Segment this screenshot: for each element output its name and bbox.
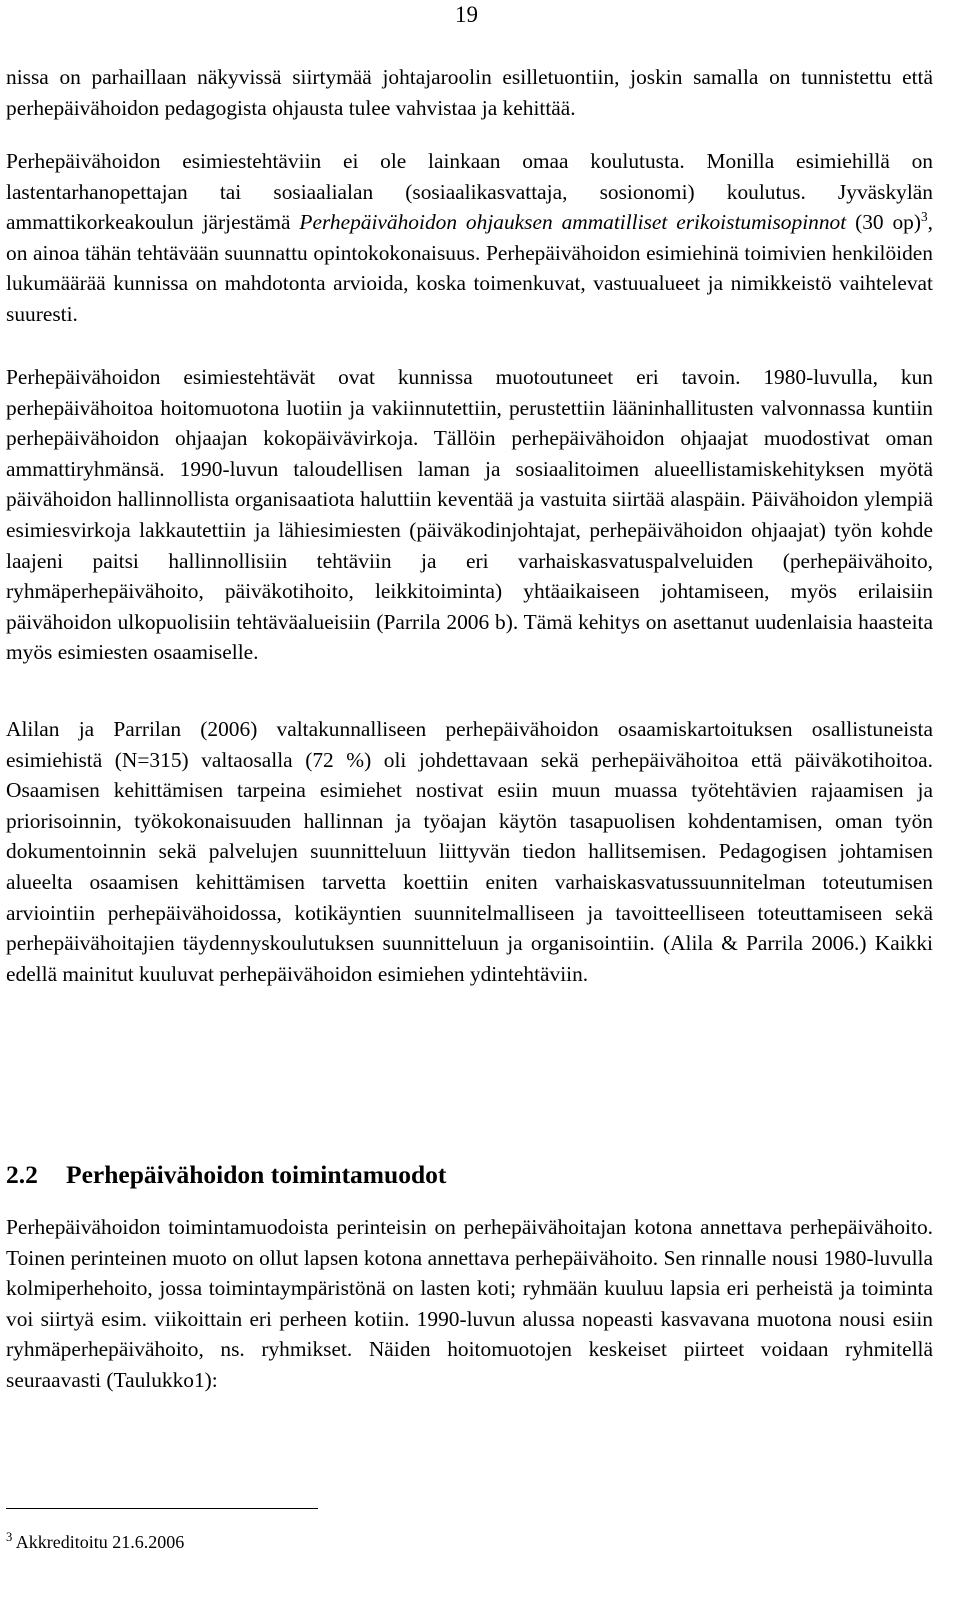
footnote-marker: 3 — [6, 1530, 13, 1544]
section-number: 2.2 — [6, 1160, 38, 1189]
footnote-reference: 3 — [921, 209, 928, 225]
paragraph-2-text-c: , on ainoa tähän tehtävään suunnattu opintokokonaisuus. Perhepäivähoidon esimiehinä toimivien henkilöiden lukumäärää kunnissa on mahdotonta arvioida, koska toimenkuvat, vastuualueet ja nimikkeistö vaihtelevat suuresti. — [6, 210, 933, 326]
section-title: Perhepäivähoidon toimintamuodot — [66, 1160, 447, 1189]
paragraph-2-text-b: (30 op) — [846, 210, 921, 235]
paragraph-2-text-a: Perhepäivähoidon esimiestehtäviin ei ole lainkaan omaa koulutusta. Monilla esimiehillä on lastentarhanopettajan tai sosiaalialan (sosiaalikasvattaja, sosionomi) koulutus. Jyväskylän ammattikorkeakoulun järjestämä — [6, 149, 933, 235]
paragraph-4: Alilan ja Parrilan (2006) valtakunnalliseen perhepäivähoidon osaamiskartoituksen osallistuneista esimiehistä (N=315) valtaosalla (72 %) oli johdettavaan sekä perhepäivähoitoa että päiväkotihoitoa. Osaamisen kehittämisen tarpeina esimiehet nostivat esiin muun muassa työtehtävien rajaamisen ja priorisoinnin, työkokonaisuuden hallinnan ja työajan käytön tasapuolisen kohdentamisen, oman työn dokumentoinnin sekä palvelujen suunnitteluun liittyvän tiedon hallitsemisen. Pedagogisen johtamisen alueelta osaamisen kehittämisen tarvetta koettiin eniten varhaiskasvatussuunnitelman toteutumisen arviointiin perhepäivähoidossa, kotikäyntien suunnitelmalliseen ja tavoitteelliseen toteuttamiseen sekä perhepäivähoitajien täydennyskoulutuksen suunnitteluun ja organisointiin. (Alila & Parrila 2006.) Kaikki edellä mainitut kuuluvat perhepäivähoidon esimiehen ydintehtäviin. — [6, 717, 933, 986]
footnote — [6, 1530, 184, 1554]
paragraph-5: Perhepäivähoidon toimintamuodoista perinteisin on perhepäivähoitajan kotona annettava perhepäivähoito. Toinen perinteinen muoto on ollut lapsen kotona annettava perhepäivähoito. Sen rinnalle nousi 1980-luvulla kolmiperhehoito, jossa toimintaympäristönä on lasten koti; ryhmään kuuluu lapsia eri perheistä ja toiminta voi siirtyä esim. viikoittain eri perheen kotiin. 1990-luvun alussa nopeasti kasvavana muotona nousi esiin ryhmäperhepäivähoito, ns. ryhmikset. Näiden hoitomuotojen keskeiset piirteet voidaan ryhmitellä seuraavasti (Taulukko1): — [6, 1215, 933, 1392]
footnote-separator — [6, 1508, 318, 1509]
paragraph-1: nissa on parhaillaan näkyvissä siirtymää johtajaroolin esilletuontiin, joskin samalla on tunnistettu että perhepäivähoidon pedagogista ohjausta tulee vahvistaa ja kehittää. — [6, 65, 933, 120]
paragraph-2 — [6, 146, 933, 330]
footnote-text: Akkreditoitu 21.6.2006 — [12, 1532, 185, 1552]
page-number: 19 — [455, 2, 478, 27]
paragraph-3: Perhepäivähoidon esimiestehtävät ovat kunnissa muotoutuneet eri tavoin. 1980-luvulla, kun perhepäivähoitoa hoitomuotona luotiin ja vakiinnutettiin, perustettiin lääninhallitusten valvonnassa kuntiin perhepäivähoidon ohjaajan kokopäivävirkoja. Tällöin perhepäivähoidon ohjaajat muodostivat oman ammattiryhmänsä. 1990-luvun taloudellisen laman ja sosiaalitoimen alueellistamiskehityksen myötä päivähoidon hallinnollista organisaatiota haluttiin keventää ja vastuita siirtää alaspäin. Päivähoidon ylempiä esimiesvirkoja lakkautettiin ja lähiesimiesten (päiväkodinjohtajat, perhepäivähoidon ohjaajat) työn kohde laajeni paitsi hallinnollisiin tehtäviin ja eri varhaiskasvatuspalveluiden (perhepäivähoito, ryhmäperhepäivähoito, päiväkotihoito, leikkitoiminta) yhtäaikaiseen johtamiseen, myös erilaisiin päivähoidon ulkopuolisiin tehtäväalueisiin (Parrila 2006 b). Tämä kehitys on asettanut uudenlaisia haasteita myös esimiesten osaamiselle. — [6, 365, 933, 665]
paragraph-2-italic-title: Perhepäivähoidon ohjauksen ammatilliset erikoistumisopinnot — [299, 210, 847, 235]
section-heading — [6, 1158, 446, 1192]
